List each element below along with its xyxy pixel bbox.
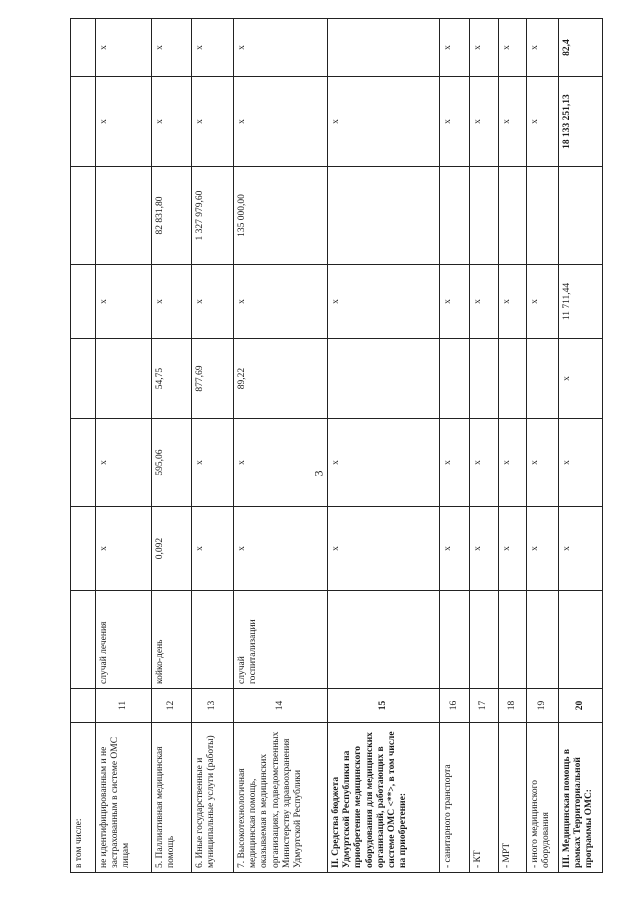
total-budget-cell [328, 167, 440, 265]
per-capita-oms-cell: x [328, 265, 440, 339]
table-body [71, 19, 603, 873]
table-row [234, 19, 328, 873]
cost-per-unit-cell: x [328, 419, 440, 507]
page-number: 3 [311, 470, 326, 477]
row-number: 11 [96, 689, 152, 723]
total-budget-cell [71, 167, 96, 265]
cost-per-unit-cell: x [559, 419, 603, 507]
total-budget-cell [96, 167, 152, 265]
per-capita-oms-cell: x [234, 265, 328, 339]
row-name: - МРТ [499, 723, 527, 873]
cost-per-unit-cell: x [440, 419, 470, 507]
total-budget-cell [440, 167, 470, 265]
row-name: III. Медицинская помощь в рамках Территориальной программы ОМС: [559, 723, 603, 873]
cost-per-unit-cell: x [499, 419, 527, 507]
row-number [71, 689, 96, 723]
per-capita-budget-cell: 877,69 [192, 339, 234, 419]
row-name: 5. Паллиативная медицинская помощь [152, 723, 192, 873]
percent-cell: x [152, 19, 192, 77]
per-capita-budget-cell: 89,22 [234, 339, 328, 419]
unit-cell [328, 591, 440, 689]
per-capita-oms-cell: x [499, 265, 527, 339]
row-number: 12 [152, 689, 192, 723]
per-capita-oms-cell: x [470, 265, 499, 339]
row-name: 7. Высокотехнологичная медицинская помощь, оказываемая в медицинских организациях, подведомственных Министерству здравоохранения Удмуртской Республики [234, 723, 328, 873]
per-capita-budget-cell: x [559, 339, 603, 419]
volume-cell: x [559, 507, 603, 591]
per-capita-budget-cell [71, 339, 96, 419]
percent-cell: 82,4 [559, 19, 603, 77]
unit-cell: случай лечения [96, 591, 152, 689]
per-capita-oms-cell [71, 265, 96, 339]
percent-cell: x [192, 19, 234, 77]
table-frame [70, 39, 595, 873]
total-budget-cell: 135 000,00 [234, 167, 328, 265]
table-row [192, 19, 234, 873]
per-capita-budget-cell [527, 339, 559, 419]
per-capita-oms-cell: x [192, 265, 234, 339]
volume-cell: x [440, 507, 470, 591]
percent-cell: x [470, 19, 499, 77]
row-number: 15 [328, 689, 440, 723]
total-oms-cell: x [328, 77, 440, 167]
percent-cell [71, 19, 96, 77]
percent-cell: x [527, 19, 559, 77]
total-oms-cell: x [527, 77, 559, 167]
row-name: не идентифицированным и не застрахованным в системе ОМС лицам [96, 723, 152, 873]
total-oms-cell: 18 133 251,13 [559, 77, 603, 167]
total-budget-cell [499, 167, 527, 265]
percent-cell: x [234, 19, 328, 77]
percent-cell: x [96, 19, 152, 77]
row-number: 13 [192, 689, 234, 723]
row-name: в том числе: [71, 723, 96, 873]
table-row [440, 19, 470, 873]
unit-cell [470, 591, 499, 689]
volume-cell: x [470, 507, 499, 591]
per-capita-oms-cell: x [96, 265, 152, 339]
cost-per-unit-cell: x [96, 419, 152, 507]
volume-cell: x [192, 507, 234, 591]
row-name: II. Средства бюджета Удмуртской Республики на приобретение медицинского оборудования для медицинских организаций, работающих в системе ОМС <**>, в том числе на приобретение: [328, 723, 440, 873]
volume-cell: x [96, 507, 152, 591]
row-name: 6. Иные государственные и муниципальные услуги (работы) [192, 723, 234, 873]
row-name: - КТ [470, 723, 499, 873]
cost-per-unit-cell: x [234, 419, 328, 507]
unit-cell [527, 591, 559, 689]
cost-per-unit-cell: x [192, 419, 234, 507]
table-row [71, 19, 96, 873]
cost-table [70, 18, 603, 873]
total-oms-cell: x [440, 77, 470, 167]
volume-cell: x [499, 507, 527, 591]
total-budget-cell [559, 167, 603, 265]
row-number: 14 [234, 689, 328, 723]
per-capita-budget-cell [470, 339, 499, 419]
table-row [96, 19, 152, 873]
total-oms-cell [71, 77, 96, 167]
volume-cell: x [527, 507, 559, 591]
unit-cell: койко-день [152, 591, 192, 689]
total-budget-cell [527, 167, 559, 265]
total-oms-cell: x [152, 77, 192, 167]
table-row [328, 19, 440, 873]
total-oms-cell: x [192, 77, 234, 167]
per-capita-oms-cell: x [527, 265, 559, 339]
volume-cell [71, 507, 96, 591]
cost-per-unit-cell [71, 419, 96, 507]
cost-per-unit-cell: 595,06 [152, 419, 192, 507]
per-capita-oms-cell: x [152, 265, 192, 339]
total-oms-cell: x [234, 77, 328, 167]
per-capita-budget-cell [499, 339, 527, 419]
per-capita-budget-cell: 54,75 [152, 339, 192, 419]
unit-cell [71, 591, 96, 689]
total-budget-cell: 1 327 979,60 [192, 167, 234, 265]
row-name: - санитарного транспорта [440, 723, 470, 873]
unit-cell [499, 591, 527, 689]
table-row [527, 19, 559, 873]
per-capita-budget-cell [440, 339, 470, 419]
volume-cell: 0,092 [152, 507, 192, 591]
per-capita-budget-cell [96, 339, 152, 419]
row-number: 17 [470, 689, 499, 723]
table-row [559, 19, 603, 873]
cost-per-unit-cell: x [527, 419, 559, 507]
table-row [470, 19, 499, 873]
per-capita-budget-cell [328, 339, 440, 419]
row-number: 18 [499, 689, 527, 723]
row-name: - иного медицинского оборудования [527, 723, 559, 873]
cost-per-unit-cell: x [470, 419, 499, 507]
total-budget-cell: 82 831,80 [152, 167, 192, 265]
row-number: 20 [559, 689, 603, 723]
row-number: 19 [527, 689, 559, 723]
total-oms-cell: x [470, 77, 499, 167]
table-row [499, 19, 527, 873]
per-capita-oms-cell: x [440, 265, 470, 339]
total-budget-cell [470, 167, 499, 265]
total-oms-cell: x [96, 77, 152, 167]
total-oms-cell: x [499, 77, 527, 167]
percent-cell: x [499, 19, 527, 77]
per-capita-oms-cell: 11 711,44 [559, 265, 603, 339]
row-number: 16 [440, 689, 470, 723]
unit-cell [440, 591, 470, 689]
percent-cell [328, 19, 440, 77]
unit-cell: случай госпитализации [234, 591, 328, 689]
percent-cell: x [440, 19, 470, 77]
table-landscape [70, 39, 595, 873]
volume-cell: x [234, 507, 328, 591]
unit-cell [192, 591, 234, 689]
volume-cell: x [328, 507, 440, 591]
table-row [152, 19, 192, 873]
unit-cell [559, 591, 603, 689]
